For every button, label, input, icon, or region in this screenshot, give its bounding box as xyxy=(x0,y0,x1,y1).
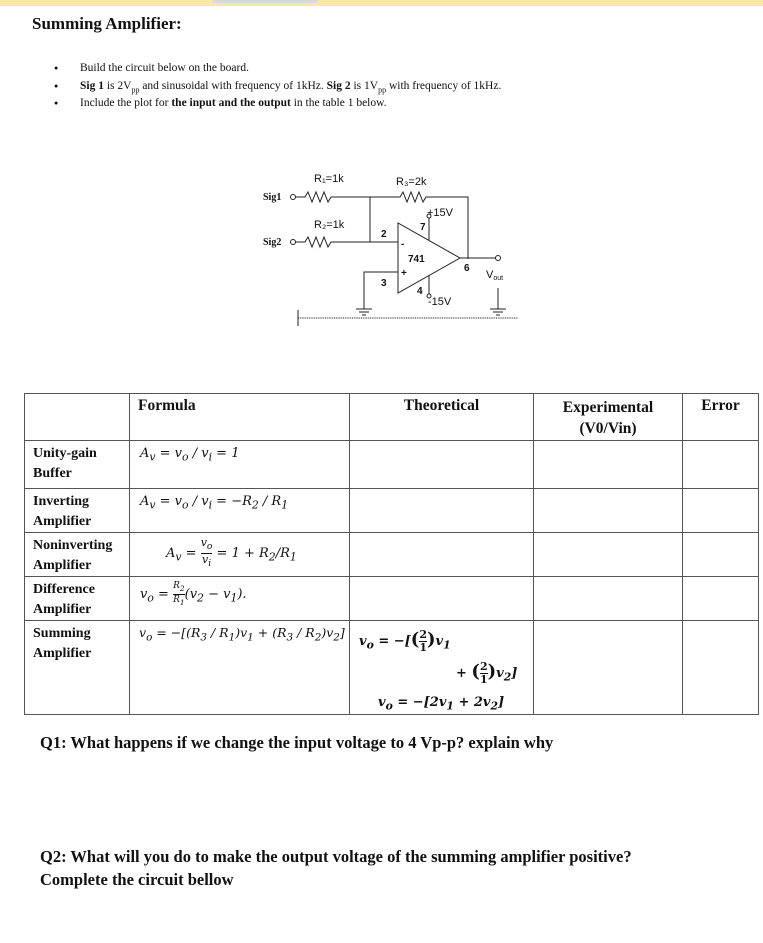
formula-cell xyxy=(130,577,350,621)
subscript: pp xyxy=(131,84,140,94)
instruction-item xyxy=(54,60,501,78)
header-experimental-text: Experimental xyxy=(562,399,654,416)
vplus-label: +15V xyxy=(427,207,453,219)
summing-theoretical-line2: + ( $\frac{2}{1}$ )$v_2$] xyxy=(456,660,518,686)
r1-resistor xyxy=(296,192,371,202)
results-table xyxy=(24,393,759,715)
header-experimental-unit: (V0/Vin) xyxy=(579,420,637,437)
r3-resistor xyxy=(370,192,468,259)
table-row xyxy=(25,621,759,715)
sig1-label: Sig 1 xyxy=(80,79,104,92)
header-formula: Formula xyxy=(130,394,350,441)
experimental-cell[interactable] xyxy=(534,441,683,489)
top-bar xyxy=(0,0,763,6)
experimental-cell[interactable] xyxy=(534,577,683,621)
row-label: Unity-gain Buffer xyxy=(25,441,130,489)
sig2-terminal xyxy=(291,240,296,245)
header-empty-cell xyxy=(25,394,130,441)
instruction-text: Include the plot for xyxy=(80,97,172,109)
theoretical-cell[interactable] xyxy=(350,533,534,577)
formula-cell xyxy=(130,621,350,715)
sig1-source-label: Sig1 xyxy=(263,192,282,203)
formula-cell xyxy=(130,533,350,577)
r2-resistor xyxy=(296,237,371,247)
row-label: Summing Amplifier xyxy=(25,621,130,715)
experimental-cell[interactable] xyxy=(534,489,683,533)
page-title: Summing Amplifier: xyxy=(32,14,182,33)
theoretical-cell[interactable] xyxy=(350,441,534,489)
formula-cell xyxy=(130,441,350,489)
table-row xyxy=(25,577,759,621)
error-cell[interactable] xyxy=(683,533,759,577)
header-error: Error xyxy=(683,394,759,441)
instruction-bold: the input and the output xyxy=(171,97,291,109)
formula-summing: $v_o = -[(R_3 / R_1)v_1 + (R_3 / R_2)v_2]$ xyxy=(139,625,345,644)
pin-2-label: 2 xyxy=(381,229,387,240)
experimental-cell[interactable] xyxy=(534,621,683,715)
opamp-label: 741 xyxy=(408,254,425,265)
plus-sign: + xyxy=(401,268,407,279)
instruction-text: is 1V xyxy=(350,79,379,92)
row-label: Noninverting Amplifier xyxy=(25,533,130,577)
instruction-text: Build the circuit below on the board. xyxy=(80,62,249,74)
r3-label: R₃=2k xyxy=(396,176,427,188)
theoretical-cell[interactable] xyxy=(350,621,534,715)
error-cell[interactable] xyxy=(683,621,759,715)
minus-sign: - xyxy=(401,239,405,250)
vout-terminal xyxy=(496,256,501,261)
table-header-row xyxy=(25,394,759,441)
summing-theoretical-line1: $v_o$ = −[( $\frac{2}{1}$ )$v_1$ xyxy=(359,628,451,654)
instructions-list xyxy=(54,60,501,113)
table-row xyxy=(25,533,759,577)
sig2-source-label: Sig2 xyxy=(263,237,282,248)
formula-difference: $v_o$ = $\frac{R_2}{R_1}$ $(v_2 - v_1)$. xyxy=(140,581,247,607)
instruction-item xyxy=(54,95,501,113)
error-cell[interactable] xyxy=(683,577,759,621)
summing-amplifier-circuit xyxy=(250,168,530,328)
theoretical-cell[interactable] xyxy=(350,577,534,621)
instruction-text: and sinusoidal with frequency of 1kHz. xyxy=(139,79,327,92)
instruction-item xyxy=(54,78,501,96)
header-theoretical: Theoretical xyxy=(350,394,534,441)
row-label: Inverting Amplifier xyxy=(25,489,130,533)
r2-label: R₂=1k xyxy=(314,219,345,231)
question-2-line2: Complete the circuit bellow xyxy=(40,870,234,889)
vout-label: Vout xyxy=(486,269,504,282)
question-2 xyxy=(40,845,632,891)
sig2-label: Sig 2 xyxy=(326,79,351,92)
table-row xyxy=(25,441,759,489)
question-2-line1: Q2: What will you do to make the output voltage of the summing amplifier positive? xyxy=(40,847,632,866)
instruction-text: is 2V xyxy=(103,79,132,92)
instruction-text: with frequency of 1kHz. xyxy=(386,79,502,92)
formula-noninverting: $A_v$ = $\frac{v_o}{v_i}$ = $1 + R_2/R_1$ xyxy=(166,536,297,570)
table-row xyxy=(25,489,759,533)
vminus-label: -15V xyxy=(428,296,452,308)
error-cell[interactable] xyxy=(683,489,759,533)
question-1: Q1: What happens if we change the input voltage to 4 Vp-p? explain why xyxy=(40,733,554,752)
pin-4-label: 4 xyxy=(417,286,423,297)
instruction-text: in the table 1 below. xyxy=(290,97,387,109)
subscript: pp xyxy=(378,84,387,94)
formula-cell xyxy=(130,489,350,533)
formula-unity: $A_v = v_o / v_i = 1$ xyxy=(140,446,240,464)
error-cell[interactable] xyxy=(683,441,759,489)
sig1-terminal xyxy=(291,195,296,200)
pin-6-label: 6 xyxy=(464,263,470,274)
theoretical-cell[interactable] xyxy=(350,489,534,533)
row-label: Difference Amplifier xyxy=(25,577,130,621)
r1-label: R₁=1k xyxy=(314,173,344,185)
formula-inverting: $A_v = v_o / v_i = -R_2 / R_1$ xyxy=(140,494,289,512)
header-experimental xyxy=(534,394,683,441)
pin-7-label: 7 xyxy=(420,222,426,233)
experimental-cell[interactable] xyxy=(534,533,683,577)
pin-3-label: 3 xyxy=(381,278,387,289)
top-bar-tab xyxy=(212,0,318,3)
summing-theoretical-line3: $v_o = -[2v_1 + 2v_2]$ xyxy=(378,695,505,713)
